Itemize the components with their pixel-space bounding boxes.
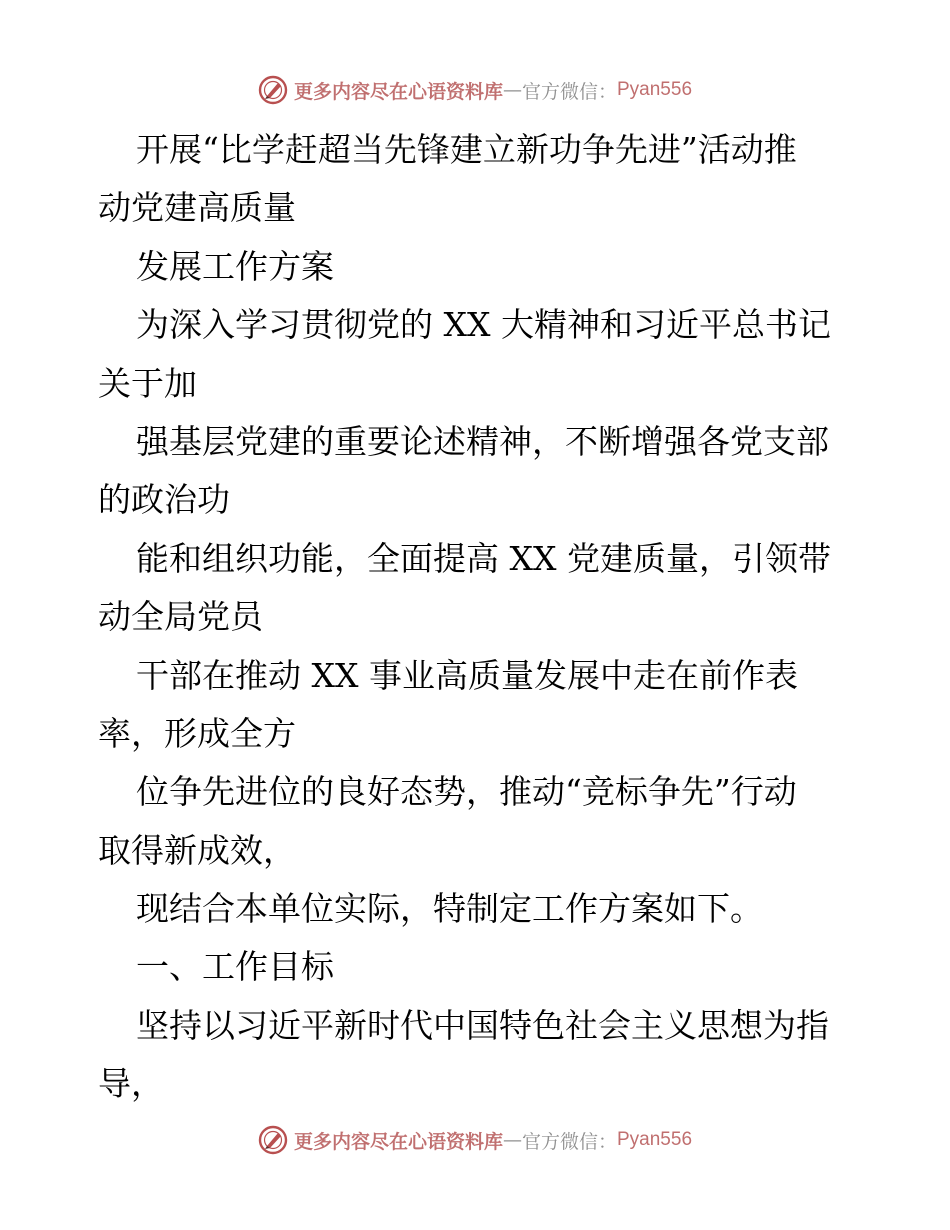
document-line: 的政治功 <box>98 480 230 520</box>
document-line: 位争先进位的良好态势，推动“竞标争先”行动 <box>136 772 797 812</box>
document-line: 干部在推动 XX 事业高质量发展中走在前作表 <box>136 655 798 695</box>
banner-wechat-label: 官方微信： <box>521 80 617 103</box>
banner-account: Pyan556 <box>617 79 693 100</box>
document-line: 坚持以习近平新时代中国特色社会主义思想为指 <box>136 1005 829 1045</box>
header-banner <box>0 70 950 110</box>
banner-wechat-label: 官方微信： <box>521 1130 617 1153</box>
document-line: 发展工作方案 <box>136 246 334 286</box>
pen-nib-logo-icon <box>258 1125 288 1155</box>
banner-title: 更多内容尽在心语资料库 <box>293 1130 503 1153</box>
pen-nib-logo-icon <box>258 75 288 105</box>
document-line: 现结合本单位实际，特制定工作方案如下。 <box>136 889 763 929</box>
banner-account: Pyan556 <box>617 1129 693 1150</box>
banner-separator: — <box>502 1129 522 1151</box>
document-line: 导， <box>98 1064 164 1104</box>
document-line: 关于加 <box>98 363 197 403</box>
document-line: 开展“比学赶超当先锋建立新功争先进”活动推 <box>136 130 797 169</box>
document-line: 一、工作目标 <box>136 947 334 987</box>
banner-title: 更多内容尽在心语资料库 <box>293 80 503 103</box>
document-line: 为深入学习贯彻党的 XX 大精神和习近平总书记 <box>136 305 831 345</box>
document-line: 强基层党建的重要论述精神，不断增强各党支部 <box>136 421 829 461</box>
banner-separator: — <box>502 79 522 101</box>
document-line: 动党建高质量 <box>98 188 296 228</box>
document-body <box>98 121 858 1114</box>
document-line: 率，形成全方 <box>98 713 296 753</box>
document-line: 能和组织功能，全面提高 XX 党建质量，引领带 <box>136 538 831 578</box>
footer-banner <box>0 1120 950 1160</box>
document-line: 动全局党员 <box>98 597 263 637</box>
document-line: 取得新成效， <box>98 830 296 870</box>
